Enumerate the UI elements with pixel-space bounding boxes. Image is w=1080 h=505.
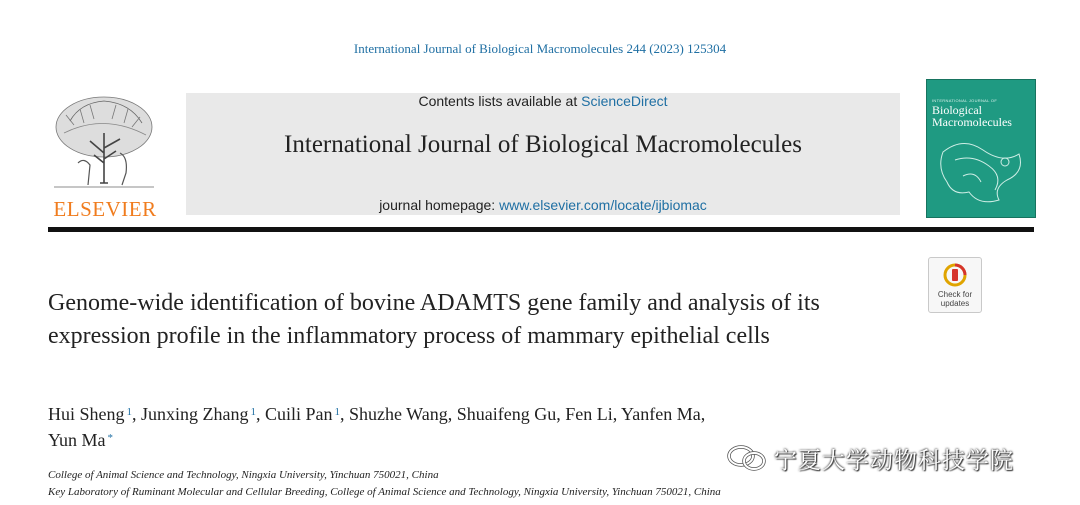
author-affiliation-mark[interactable]: 1: [126, 406, 132, 418]
elsevier-wordmark: ELSEVIER: [53, 197, 157, 221]
contents-availability: [186, 93, 900, 109]
watermark-text: 宁夏大学动物科技学院: [774, 447, 1014, 474]
author-name[interactable]: Cuili Pan: [265, 404, 333, 424]
author-list: Hui Sheng $^1$, Junxing Zhang $^1$, Cuili Pan $^1$, Shuzhe Wang, Shuaifeng Gu, Fen Li, Yanfen Ma, Yun Ma *: [48, 404, 706, 450]
header-divider: [48, 227, 1034, 232]
homepage-link[interactable]: www.elsevier.com/locate/ijbiomac: [499, 197, 707, 213]
elsevier-tree-icon: [50, 93, 158, 191]
cover-title-line1: Biological: [932, 103, 982, 117]
crossmark-icon: [943, 263, 967, 287]
author-name[interactable]: Yun Ma: [48, 430, 106, 450]
author-name[interactable]: Yanfen Ma: [621, 404, 701, 424]
journal-masthead: [46, 79, 1034, 227]
author-name[interactable]: Junxing Zhang: [141, 404, 249, 424]
author-affiliation-mark[interactable]: 1: [334, 406, 341, 418]
check-for-updates-button[interactable]: [928, 257, 982, 313]
check-updates-line1: Check for: [937, 290, 973, 299]
contents-prefix: Contents lists available at: [418, 93, 582, 109]
author-affiliation-mark[interactable]: 1: [250, 406, 256, 418]
author-name[interactable]: Fen Li: [565, 404, 613, 424]
journal-homepage: [186, 197, 900, 213]
author-name[interactable]: Shuzhe Wang: [349, 404, 448, 424]
cover-overline: INTERNATIONAL JOURNAL OF: [932, 98, 998, 103]
affiliation-2: Key Laboratory of Ruminant Molecular and Cellular Breeding, College of Animal Science and Technology, Ningxia University, Yinchuan 750021, China: [48, 486, 721, 498]
author-name[interactable]: Hui Sheng: [48, 404, 125, 424]
check-updates-label: [929, 290, 981, 308]
affiliation-1: College of Animal Science and Technology, Ningxia University, Yinchuan 750021, China: [48, 469, 439, 481]
cover-title-line2: Macromolecules: [932, 115, 1012, 129]
journal-banner: [186, 93, 900, 215]
journal-title: International Journal of Biological Macromolecules: [284, 131, 802, 158]
journal-cover[interactable]: [926, 79, 1036, 218]
cover-artwork-icon: [933, 132, 1029, 208]
author-name[interactable]: Shuaifeng Gu: [456, 404, 557, 424]
wechat-icon: [726, 443, 768, 473]
elsevier-logo: [46, 93, 164, 219]
wechat-watermark: [726, 440, 1014, 476]
homepage-prefix: journal homepage:: [379, 197, 500, 213]
article-title: Genome-wide identification of bovine ADAMTS gene family and analysis of its expression profile in the inflammatory process of mammary epithelial cells: [48, 290, 820, 349]
journal-citation: International Journal of Biological Macromolecules 244 (2023) 125304: [353, 41, 727, 56]
check-updates-line2: updates: [940, 299, 970, 308]
corresponding-author-mark[interactable]: *: [107, 432, 113, 444]
sciencedirect-link[interactable]: ScienceDirect: [581, 93, 668, 109]
